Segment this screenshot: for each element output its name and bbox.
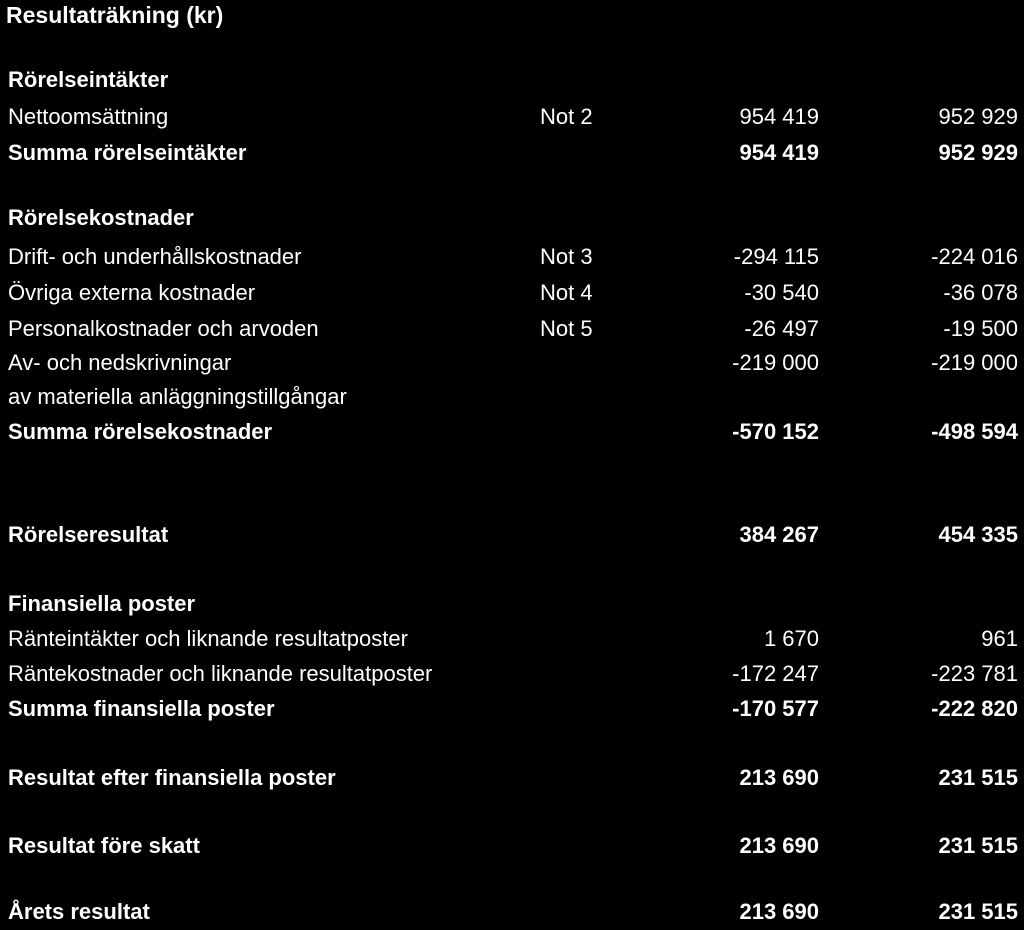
row-previous-value: -36 078 bbox=[943, 280, 1018, 305]
row-label: Resultat efter finansiella poster bbox=[8, 765, 336, 790]
row-label: av materiella anläggningstillgångar bbox=[8, 384, 347, 409]
row-label: Ränteintäkter och liknande resultatposter bbox=[8, 626, 408, 651]
row-current-value: -294 115 bbox=[733, 244, 819, 269]
operating-result-row bbox=[0, 517, 1024, 553]
row-note: Not 5 bbox=[540, 316, 593, 341]
row-previous-value: 952 929 bbox=[938, 104, 1018, 129]
row-current-value: -30 540 bbox=[744, 280, 819, 305]
section-heading-label: Rörelseintäkter bbox=[8, 67, 169, 92]
row-note: Not 3 bbox=[540, 244, 593, 269]
row-current-value: 213 690 bbox=[739, 765, 819, 790]
net-result-row bbox=[0, 894, 1024, 930]
row-previous-value: 454 335 bbox=[938, 522, 1018, 547]
table-row bbox=[0, 311, 1024, 347]
section-heading-label: Rörelsekostnader bbox=[8, 205, 194, 230]
row-label: Drift- och underhållskostnader bbox=[8, 244, 302, 269]
table-row bbox=[0, 239, 1024, 275]
row-previous-value: 961 bbox=[981, 626, 1018, 651]
row-note: Not 4 bbox=[540, 280, 593, 305]
row-previous-value: 231 515 bbox=[938, 833, 1018, 858]
row-previous-value: -224 016 bbox=[931, 244, 1018, 269]
section-heading-financial-items bbox=[0, 586, 1024, 622]
row-previous-value: 231 515 bbox=[938, 899, 1018, 924]
table-row bbox=[0, 275, 1024, 311]
row-current-value: 213 690 bbox=[739, 833, 819, 858]
row-label: Summa rörelsekostnader bbox=[8, 419, 273, 444]
section-heading-label: Finansiella poster bbox=[8, 591, 196, 616]
row-label: Övriga externa kostnader bbox=[8, 280, 256, 305]
row-label: Årets resultat bbox=[8, 899, 150, 924]
row-label: Rörelseresultat bbox=[8, 522, 169, 547]
table-row bbox=[0, 621, 1024, 657]
row-current-value: -219 000 bbox=[732, 350, 819, 375]
row-previous-value: -19 500 bbox=[943, 316, 1018, 341]
row-current-value: 954 419 bbox=[739, 140, 819, 165]
section-heading-operating-expenses bbox=[0, 200, 1024, 236]
row-label: Personalkostnader och arvoden bbox=[8, 316, 319, 341]
sum-row-operating-expenses bbox=[0, 414, 1024, 450]
row-previous-value: -219 000 bbox=[931, 350, 1018, 375]
row-label: Räntekostnader och liknande resultatposter bbox=[8, 661, 433, 686]
row-current-value: -26 497 bbox=[744, 316, 819, 341]
row-note: Not 2 bbox=[540, 104, 593, 129]
row-current-value: 213 690 bbox=[739, 899, 819, 924]
row-current-value: -170 577 bbox=[732, 696, 819, 721]
row-current-value: -172 247 bbox=[732, 661, 819, 686]
row-current-value: 1 670 bbox=[763, 626, 819, 651]
table-row bbox=[0, 379, 1024, 415]
sum-row-operating-income bbox=[0, 135, 1024, 171]
row-current-value: 384 267 bbox=[739, 522, 819, 547]
row-label: Summa finansiella poster bbox=[8, 696, 275, 721]
row-label: Summa rörelseintäkter bbox=[8, 140, 247, 165]
row-label: Nettoomsättning bbox=[8, 104, 169, 129]
row-current-value: 954 419 bbox=[739, 104, 819, 129]
page-title: Resultaträkning (kr) bbox=[6, 2, 224, 28]
row-label: Resultat före skatt bbox=[8, 833, 200, 858]
row-previous-value: -222 820 bbox=[931, 696, 1018, 721]
row-current-value: -570 152 bbox=[732, 419, 819, 444]
result-after-financial-row bbox=[0, 760, 1024, 796]
row-previous-value: 231 515 bbox=[938, 765, 1018, 790]
row-previous-value: 952 929 bbox=[938, 140, 1018, 165]
row-label: Av- och nedskrivningar bbox=[8, 350, 232, 375]
table-row bbox=[0, 345, 1024, 381]
result-before-tax-row bbox=[0, 828, 1024, 864]
table-row bbox=[0, 656, 1024, 692]
section-heading-operating-income bbox=[0, 62, 1024, 98]
sum-row-financial-items bbox=[0, 691, 1024, 727]
row-previous-value: -498 594 bbox=[931, 419, 1018, 444]
table-row bbox=[0, 99, 1024, 135]
row-previous-value: -223 781 bbox=[931, 661, 1018, 686]
